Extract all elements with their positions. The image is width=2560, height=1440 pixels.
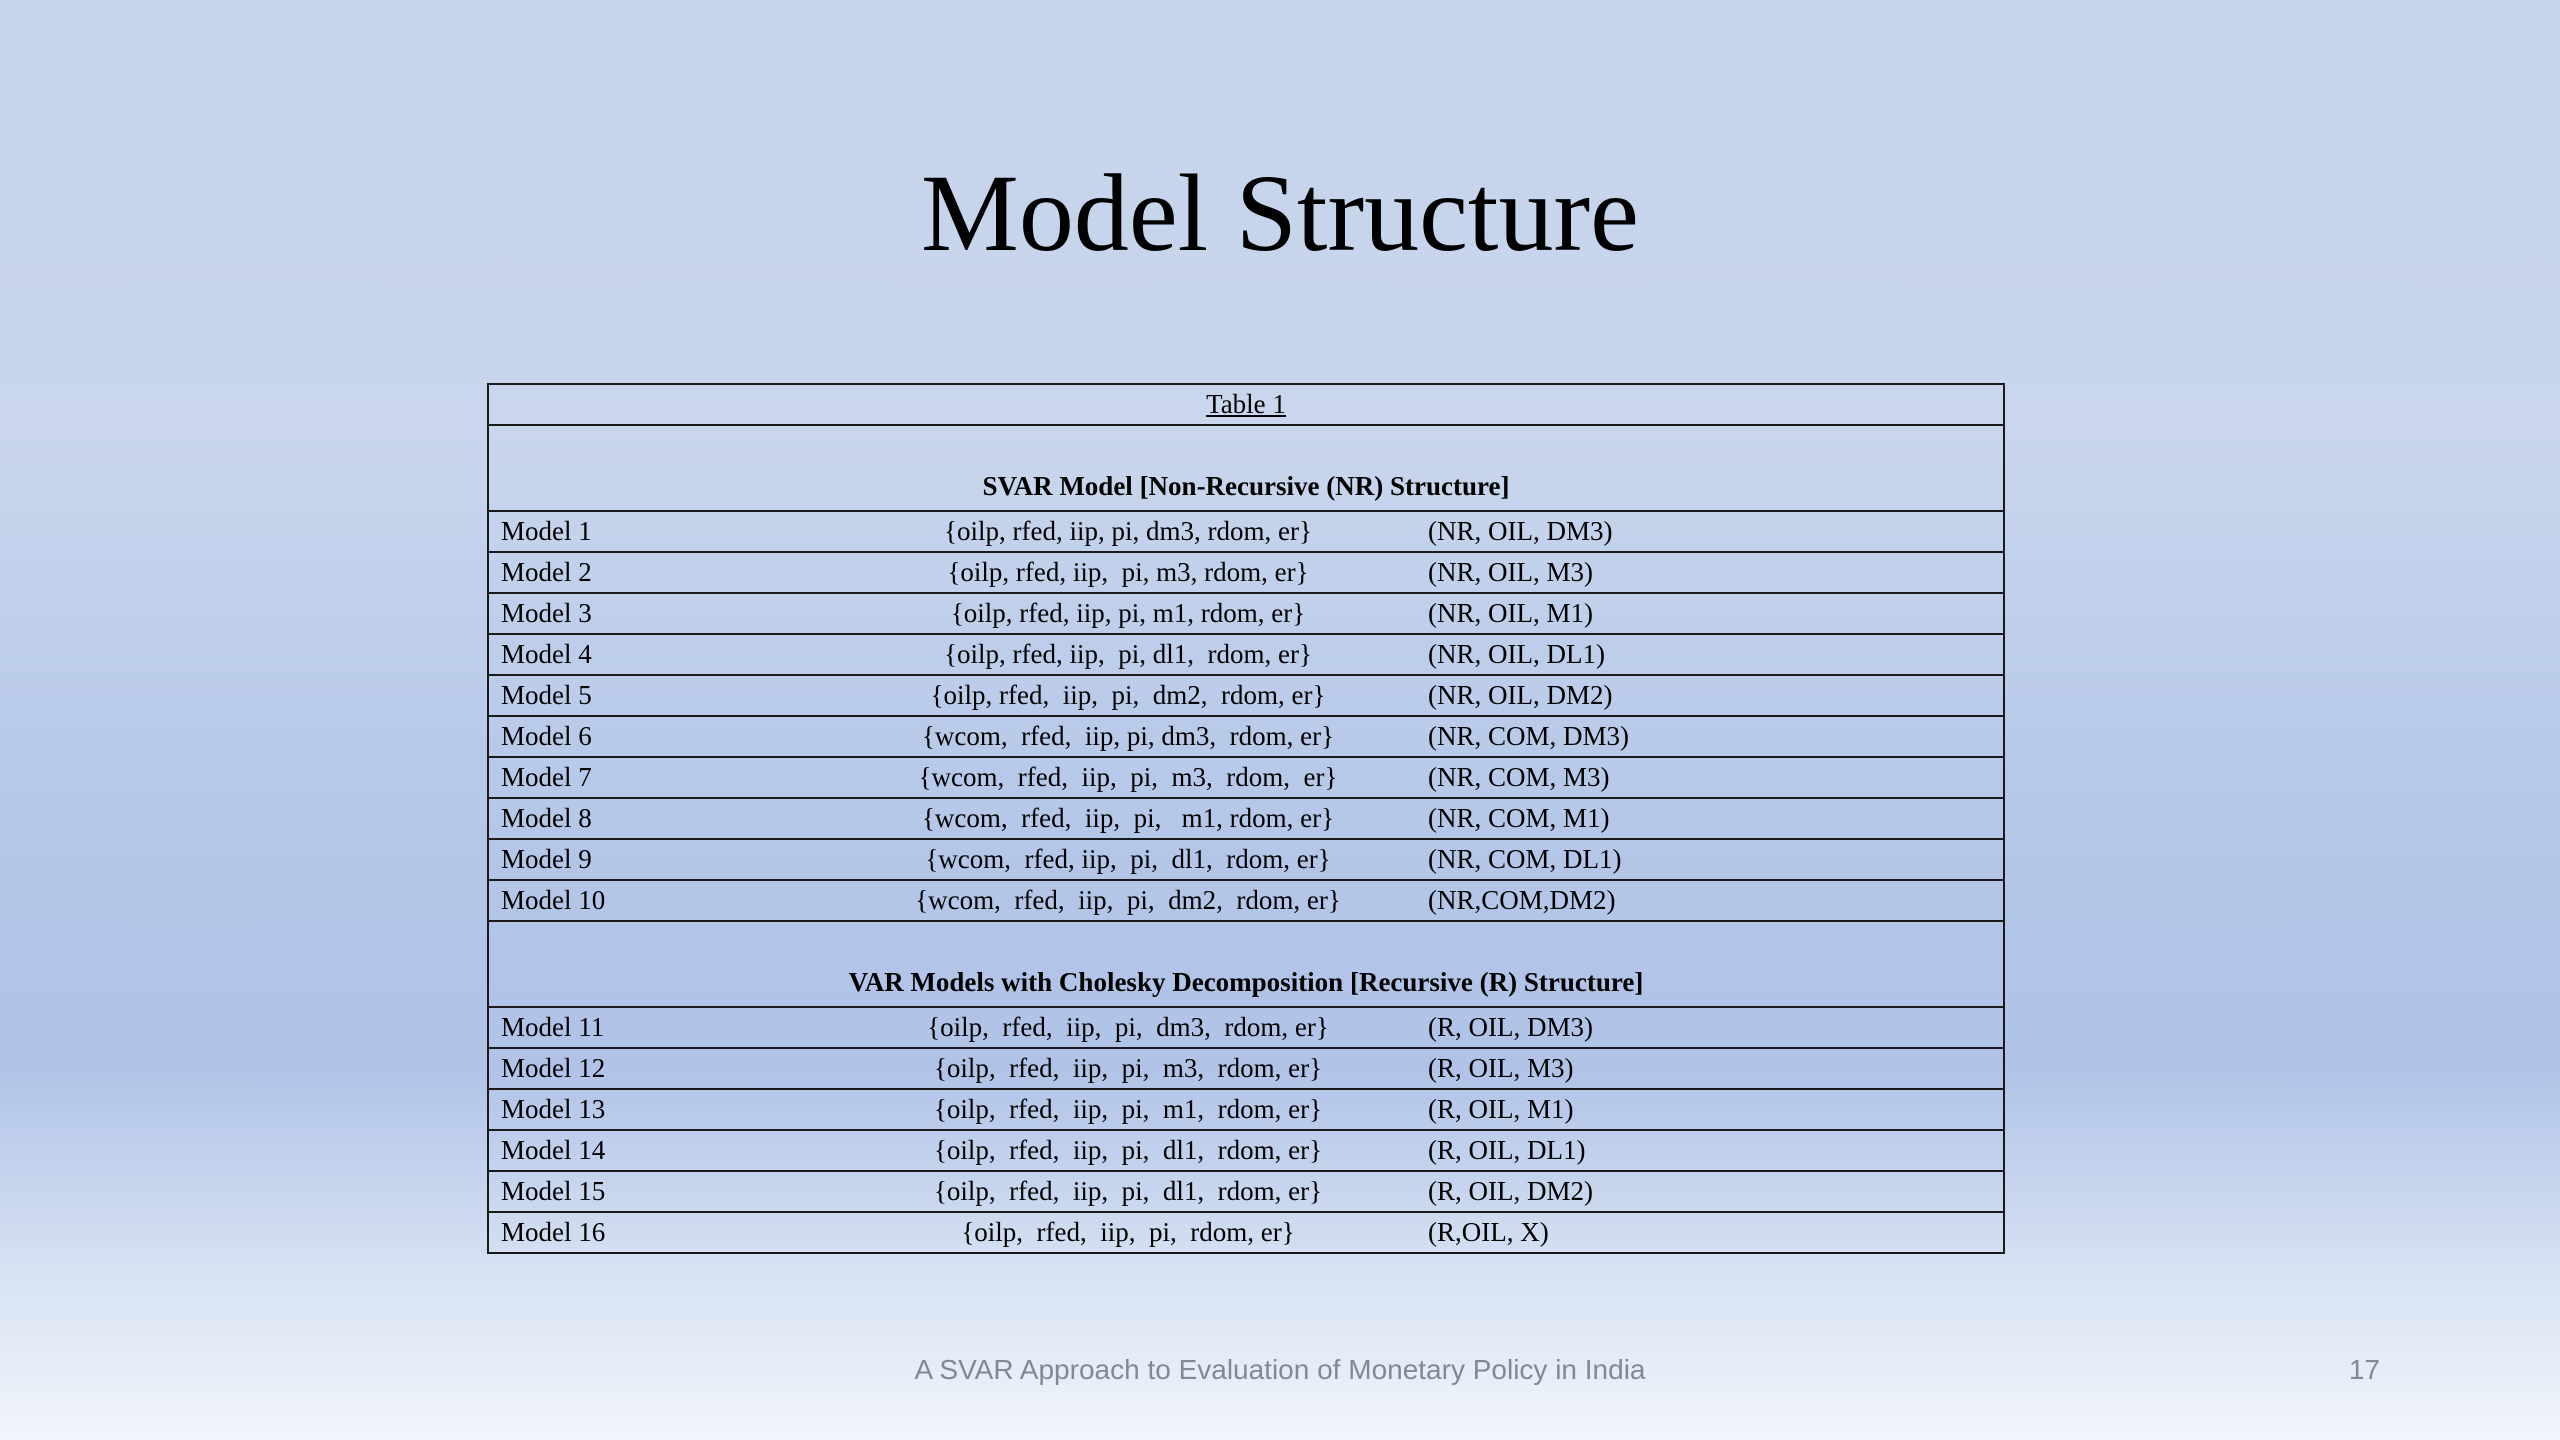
- table-row: [488, 798, 2004, 839]
- model-variables-cell: {oilp, rfed, iip, pi, rdom, er}: [828, 1212, 1428, 1253]
- model-structure-cell: (NR,COM,DM2): [1428, 880, 2004, 921]
- slide-footer: A SVAR Approach to Evaluation of Monetary Policy in India: [914, 1354, 1646, 1385]
- model-variables-cell: {oilp, rfed, iip, pi, dl1, rdom, er}: [828, 1171, 1428, 1212]
- model-variables-cell: {wcom, rfed, iip, pi, dl1, rdom, er}: [828, 839, 1428, 880]
- table-row: [488, 1089, 2004, 1130]
- model-name-cell: Model 14: [488, 1130, 828, 1171]
- model-structure-cell: (R, OIL, DM2): [1428, 1171, 2004, 1212]
- model-structure-cell: (NR, OIL, M3): [1428, 552, 2004, 593]
- model-variables-cell: {wcom, rfed, iip, pi, m1, rdom, er}: [828, 798, 1428, 839]
- table-caption: [488, 384, 2004, 425]
- model-variables-cell: {oilp, rfed, iip, pi, dm3, rdom, er}: [828, 511, 1428, 552]
- model-variables-cell: {oilp, rfed, iip, pi, m3, rdom, er}: [828, 1048, 1428, 1089]
- slide-title: Model Structure: [921, 152, 1639, 274]
- model-structure-cell: (NR, COM, DM3): [1428, 716, 2004, 757]
- section-heading: VAR Models with Cholesky Decomposition [Recursive (R) Structure]: [488, 921, 2004, 1007]
- model-name-cell: Model 10: [488, 880, 828, 921]
- table-row: [488, 716, 2004, 757]
- model-variables-cell: {oilp, rfed, iip, pi, dm3, rdom, er}: [828, 1007, 1428, 1048]
- model-structure-cell: (NR, COM, M3): [1428, 757, 2004, 798]
- table-row: [488, 593, 2004, 634]
- model-name-cell: Model 7: [488, 757, 828, 798]
- table-row: [488, 552, 2004, 593]
- model-structure-cell: (NR, COM, M1): [1428, 798, 2004, 839]
- table-row: [488, 839, 2004, 880]
- table-row: [488, 511, 2004, 552]
- model-name-cell: Model 13: [488, 1089, 828, 1130]
- model-variables-cell: {oilp, rfed, iip, pi, dl1, rdom, er}: [828, 1130, 1428, 1171]
- model-name-cell: Model 2: [488, 552, 828, 593]
- model-table: [487, 383, 2005, 1254]
- model-structure-cell: (R, OIL, DL1): [1428, 1130, 2004, 1171]
- model-name-cell: Model 1: [488, 511, 828, 552]
- model-variables-cell: {oilp, rfed, iip, pi, m1, rdom, er}: [828, 593, 1428, 634]
- model-name-cell: Model 6: [488, 716, 828, 757]
- model-variables-cell: {oilp, rfed, iip, pi, dm2, rdom, er}: [828, 675, 1428, 716]
- model-name-cell: Model 4: [488, 634, 828, 675]
- model-variables-cell: {wcom, rfed, iip, pi, m3, rdom, er}: [828, 757, 1428, 798]
- model-name-cell: Model 9: [488, 839, 828, 880]
- table-row: [488, 880, 2004, 921]
- model-name-cell: Model 15: [488, 1171, 828, 1212]
- model-structure-cell: (R, OIL, M1): [1428, 1089, 2004, 1130]
- page-number: 17: [2348, 1354, 2380, 1385]
- table-row: [488, 1212, 2004, 1253]
- model-structure-cell: (NR, OIL, DM2): [1428, 675, 2004, 716]
- model-structure-cell: (NR, OIL, DM3): [1428, 511, 2004, 552]
- table-row: [488, 1007, 2004, 1048]
- model-variables-cell: {oilp, rfed, iip, pi, m3, rdom, er}: [828, 552, 1428, 593]
- model-structure-cell: (NR, OIL, M1): [1428, 593, 2004, 634]
- table-caption-text: Table 1: [1206, 389, 1286, 419]
- model-name-cell: Model 5: [488, 675, 828, 716]
- table-row: [488, 1130, 2004, 1171]
- table-row: [488, 675, 2004, 716]
- model-variables-cell: {oilp, rfed, iip, pi, m1, rdom, er}: [828, 1089, 1428, 1130]
- model-variables-cell: {wcom, rfed, iip, pi, dm3, rdom, er}: [828, 716, 1428, 757]
- table-caption-row: [488, 384, 2004, 425]
- model-name-cell: Model 12: [488, 1048, 828, 1089]
- table-row: [488, 1171, 2004, 1212]
- model-structure-cell: (NR, COM, DL1): [1428, 839, 2004, 880]
- model-variables-cell: {oilp, rfed, iip, pi, dl1, rdom, er}: [828, 634, 1428, 675]
- section-heading-row: [488, 921, 2004, 1007]
- model-name-cell: Model 8: [488, 798, 828, 839]
- table-row: [488, 634, 2004, 675]
- section-heading-row: [488, 425, 2004, 511]
- model-structure-cell: (R, OIL, M3): [1428, 1048, 2004, 1089]
- model-variables-cell: {wcom, rfed, iip, pi, dm2, rdom, er}: [828, 880, 1428, 921]
- model-structure-cell: (R, OIL, DM3): [1428, 1007, 2004, 1048]
- table-row: [488, 1048, 2004, 1089]
- section-heading: SVAR Model [Non-Recursive (NR) Structure]: [488, 425, 2004, 511]
- model-structure-cell: (NR, OIL, DL1): [1428, 634, 2004, 675]
- model-name-cell: Model 3: [488, 593, 828, 634]
- model-structure-cell: (R,OIL, X): [1428, 1212, 2004, 1253]
- model-name-cell: Model 16: [488, 1212, 828, 1253]
- model-name-cell: Model 11: [488, 1007, 828, 1048]
- model-table-container: [487, 383, 2003, 1254]
- table-row: [488, 757, 2004, 798]
